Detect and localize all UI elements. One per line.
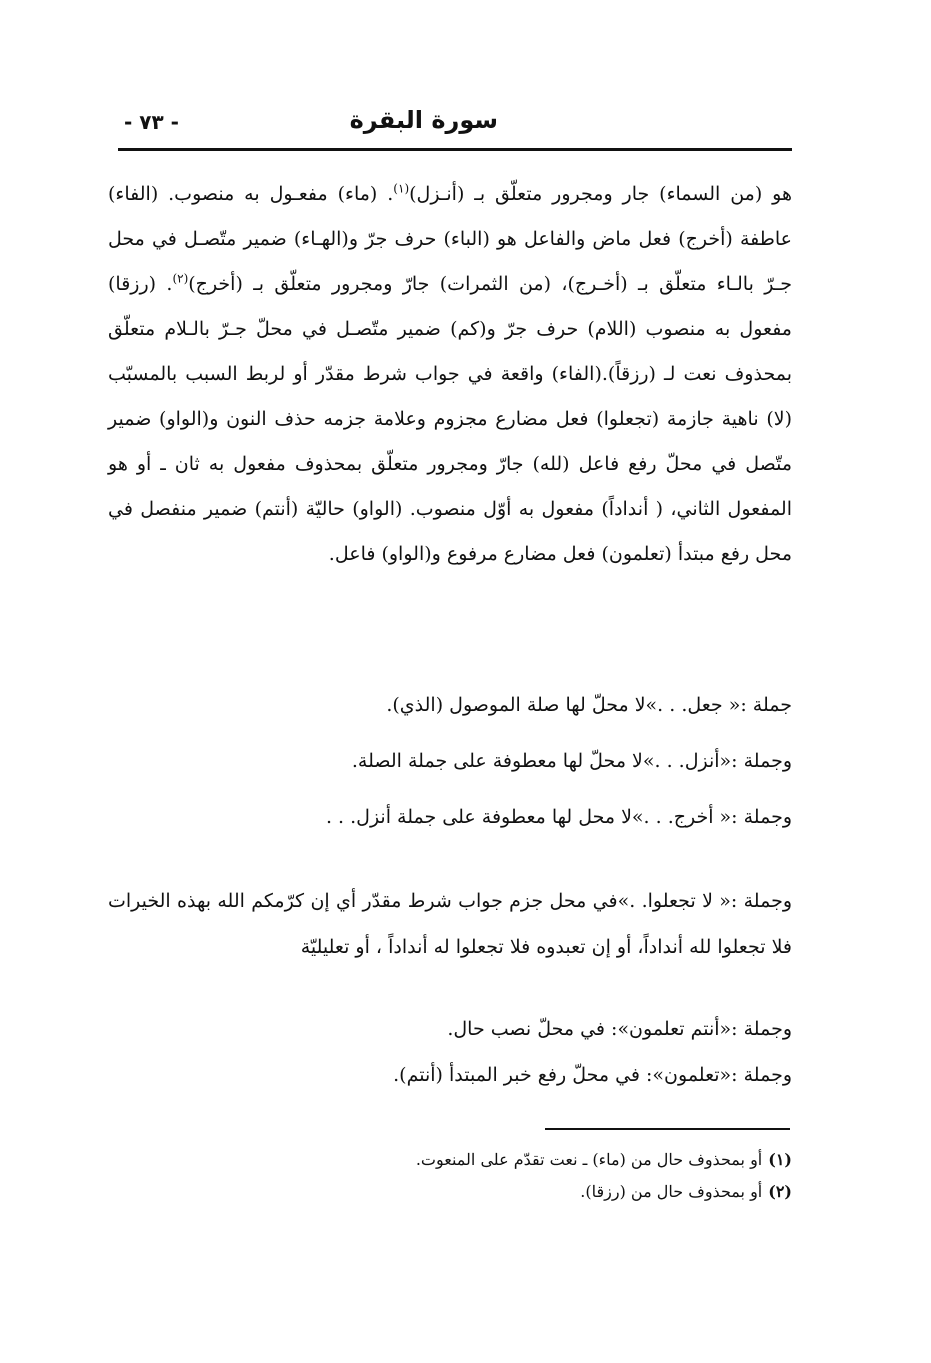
sentence-akhraja: وجملة :« أخرج. . .»لا محل لها معطوفة على جملة أنزل. . .: [325, 806, 792, 828]
paragraph-part-3: . (رزقا) مفعول به منصوب (اللام) حرف جرّ و(كم) ضمير متّصـل في محلّ جـرّ بالـلام متعلّق بمحذوف نعت لـ (رزقاً).(الفاء) واقعة في جواب شرط مقدّر أو لربط السبب بالمسبّب (لا) ناهية جازمة (تجعلوا) فعل مضارع مجزوم وعلامة جزمه حذف النون و(الواو) ضمير متّصل في محلّ رفع فاعل (لله) جارّ ومجرور متعلّق بمحذوف مفعول به ثان ـ أو هو المفعول الثاني، ( أنداداً) مفعول به أوّل منصوب. (الواو) حاليّة (أنتم) ضمير منفصل في محل رفع مبتدأ (تعلمون) فعل مضارع مرفوع و(الواو) فاعل.: [108, 273, 792, 565]
footnote-ref-1: (١): [393, 181, 410, 196]
page-header: [118, 104, 792, 144]
surah-title: سورة البقرة: [349, 106, 498, 134]
footnote-number: (٢): [768, 1182, 792, 1201]
sentence-anzala: وجملة :«أنزل. . .»لا محلّ لها معطوفة على جملة الصلة.: [351, 750, 792, 772]
sentence-antum-talamun: وجملة :«أنتم تعلمون»: في محلّ نصب حال.: [447, 1018, 792, 1040]
i-rab-paragraph: [108, 172, 792, 577]
footnote-ref-2: (٢): [172, 271, 189, 286]
footnote-text: أو بمحذوف حال من (رزقا).: [580, 1182, 763, 1201]
sentence-jaala: جملة :« جعل. . .»لا محلّ لها صلة الموصول (الذي).: [386, 694, 792, 716]
sentence-talamun: وجملة :«تعلمون»: في محلّ رفع خبر المبتدأ (أنتم).: [393, 1064, 792, 1086]
footnote-rule: [545, 1128, 790, 1130]
page-number: - ٧٣ -: [124, 110, 179, 134]
footnote-number: (١): [768, 1150, 792, 1169]
footnote-1: [416, 1150, 792, 1169]
footnote-text: أو بمحذوف حال من (ماء) ـ نعت تقدّم على المنعوت.: [415, 1150, 763, 1169]
footnote-2: [580, 1182, 792, 1201]
sentence-tajalu-block: [108, 878, 792, 970]
header-rule: [118, 148, 792, 151]
paragraph-part-2: . (ماء) مفعـول به منصوب. (الفاء) عاطفة (أخرج) فعل ماض والفاعل هو (الباء) حرف جرّ و(الهـاء) ضمير متّصـل في محل جـرّ بالـاء متعلّق بـ (أخـرج)، (من الثمرات) جارّ ومجرور متعلّق بـ (أخرج): [108, 183, 792, 295]
sentence-tajalu: وجملة :« لا تجعلوا. .»في محل جزم جواب شرط مقدّر أي إن كرّمكم الله بهذه الخيرات فلا تجعلوا لله أنداداً، أو إن تعبدوه فلا تجعلوا له أنداداً ، أو تعليليّة: [108, 890, 792, 958]
paragraph-part-1: هو (من السماء) جار ومجرور متعلّق بـ (أنـزل): [409, 183, 792, 205]
